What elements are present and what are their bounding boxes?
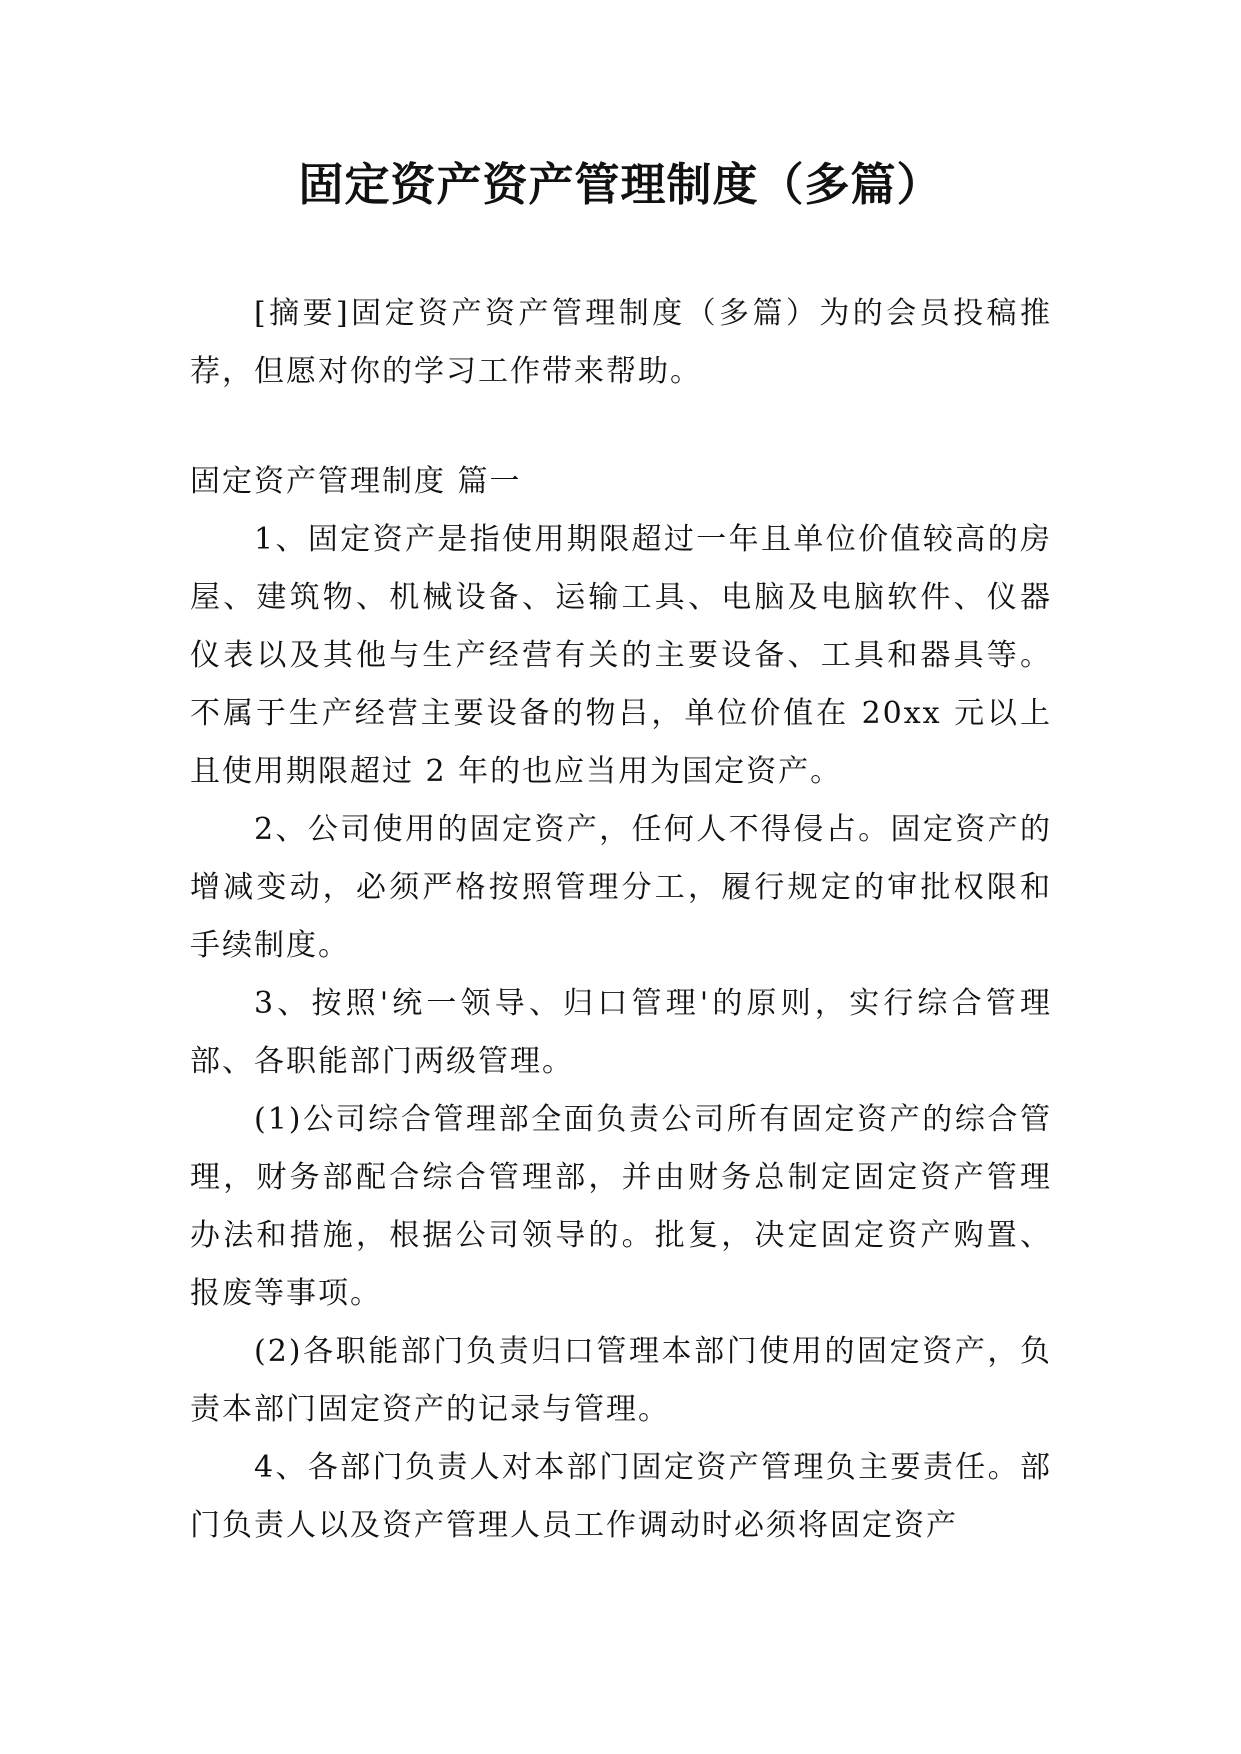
spacer xyxy=(190,401,1052,453)
document-title: 固定资产资产管理制度（多篇） xyxy=(298,158,943,211)
paragraph-3-1: (1)公司综合管理部全面负责公司所有固定资产的综合管理，财务部配合综合管理部，并由财务总制定固定资产管理办法和措施，根据公司领导的。批复，决定固定资产购置、报废等事项。 xyxy=(190,1102,1052,1311)
abstract-paragraph: [摘要]固定资产资产管理制度（多篇）为的会员投稿推荐，但愿对你的学习工作带来帮助。 xyxy=(190,296,1052,389)
section-heading: 固定资产管理制度 篇一 xyxy=(190,464,522,499)
paragraph-3-2: (2)各职能部门负责归口管理本部门使用的固定资产，负责本部门固定资产的记录与管理。 xyxy=(190,1334,1052,1427)
paragraph-1: 1、固定资产是指使用期限超过一年且单位价值较高的房屋、建筑物、机械设备、运输工具、电脑及电脑软件、仪器仪表以及其他与生产经营有关的主要设备、工具和器具等。不属于生产经营主要设备的物吕，单位价值在 20xx 元以上且使用期限超过 2 年的也应当用为国定资产。 xyxy=(190,522,1052,789)
paragraph-2: 2、公司使用的固定资产，任何人不得侵占。固定资产的增减变动，必须严格按照管理分工，履行规定的审批权限和手续制度。 xyxy=(190,812,1052,963)
document-body xyxy=(190,285,1052,1555)
paragraph-4: 4、各部门负责人对本部门固定资产管理负主要责任。部门负责人以及资产管理人员工作调动时必须将固定资产 xyxy=(190,1450,1052,1543)
paragraph-3: 3、按照'统一领导、归口管理'的原则，实行综合管理部、各职能部门两级管理。 xyxy=(190,986,1052,1079)
